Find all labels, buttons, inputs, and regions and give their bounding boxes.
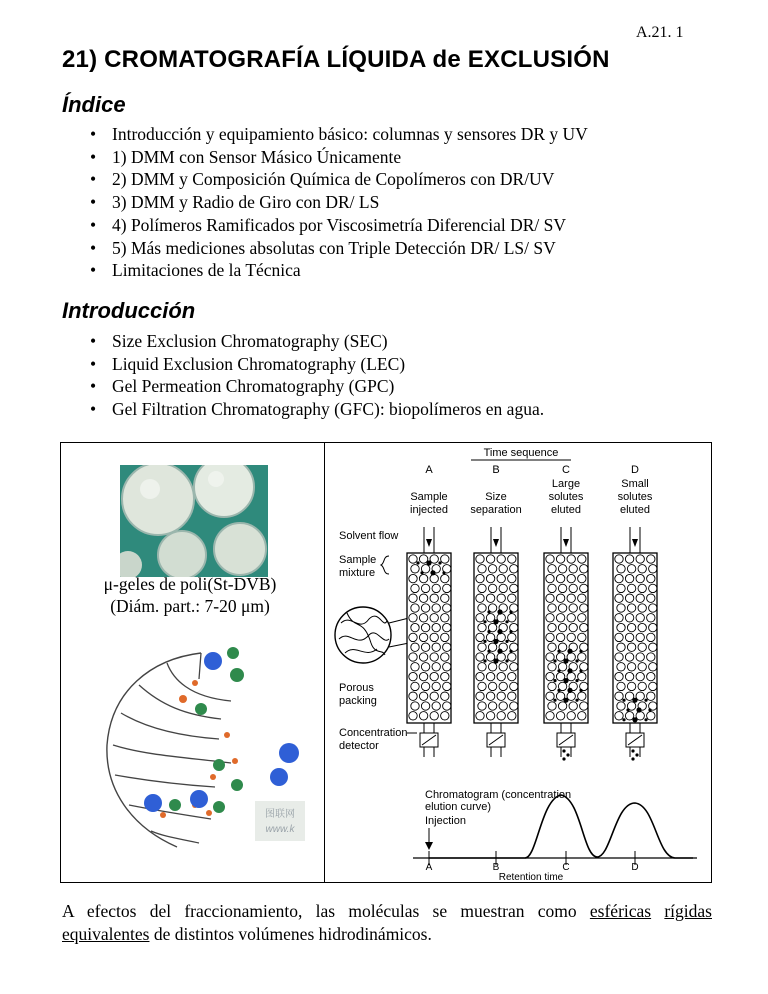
watermark-text: 图联网 <box>265 809 295 820</box>
large-solute <box>204 652 222 670</box>
caption-line: μ-geles de poli(St-DVB) <box>103 574 277 594</box>
small-solute <box>232 758 238 764</box>
column-letter: A <box>425 464 433 476</box>
watermark-text: www.k <box>265 824 295 835</box>
medium-solute <box>227 647 239 659</box>
eluted-solute <box>562 749 565 752</box>
solute-dot <box>575 659 578 662</box>
small-solute <box>210 774 216 780</box>
solute-dot <box>557 669 560 672</box>
column-letter: C <box>562 464 570 476</box>
solute-dot <box>557 650 560 653</box>
solute-dot <box>483 659 486 662</box>
column-label: Small <box>621 478 649 490</box>
large-solute <box>270 768 288 786</box>
small-solute <box>224 732 230 738</box>
flow-arrow <box>563 539 569 547</box>
sample-mixture-label: Sample <box>339 554 377 566</box>
caption-line: (Diám. part.: 7-20 μm) <box>110 596 270 616</box>
solute-dot <box>505 640 508 643</box>
solute-dot <box>438 561 441 564</box>
paragraph-text: A efectos del fraccionamiento, las moléculas se muestran como <box>62 901 590 921</box>
flow-arrow <box>493 539 499 547</box>
solute-dot <box>579 689 582 692</box>
page-title: 21) CROMATOGRAFÍA LÍQUIDA de EXCLUSIÓN <box>62 46 610 73</box>
medium-solute <box>213 759 225 771</box>
index-heading: Índice <box>62 92 126 117</box>
solute-dot <box>579 669 582 672</box>
chromatogram-label: elution curve) <box>425 801 492 813</box>
solute-dot <box>648 708 651 711</box>
large-solute <box>144 794 162 812</box>
column-header-b <box>470 464 521 516</box>
solute-dot <box>487 630 490 633</box>
axis-tick-label: A <box>425 862 433 873</box>
axis-tick-label: D <box>631 862 639 873</box>
eluted-solute <box>566 753 569 756</box>
solute-dot <box>553 659 556 662</box>
medium-solute <box>195 703 207 715</box>
solute-dot <box>644 718 647 721</box>
index-item: • 1) DMM con Sensor Másico Únicamente <box>90 146 588 169</box>
flow-arrow <box>632 539 638 547</box>
column-label: eluted <box>620 504 650 516</box>
index-item: • 5) Más mediciones absolutas con Triple Detección DR/ LS/ SV <box>90 237 588 260</box>
body-paragraph <box>62 900 712 945</box>
solute-dot <box>420 571 423 574</box>
solute-dot <box>509 650 512 653</box>
porous-packing-label: Porous <box>339 682 374 694</box>
large-solute <box>190 790 208 808</box>
solute-dot <box>622 699 625 702</box>
solute-dot <box>632 717 637 722</box>
column-label: separation <box>470 504 522 516</box>
medium-solute <box>169 799 181 811</box>
column-letter: D <box>631 464 639 476</box>
flow-arrow <box>426 539 432 547</box>
column-body <box>407 553 451 723</box>
small-solute <box>192 680 198 686</box>
solute-dot <box>505 659 508 662</box>
bead-highlight <box>140 479 160 499</box>
solute-dot <box>579 650 582 653</box>
axis-tick-label: B <box>492 862 500 873</box>
solute-dot <box>575 699 578 702</box>
underlined-term: rígidas <box>664 901 712 921</box>
column-label: Sample <box>410 491 448 503</box>
underlined-term: equivalentes <box>62 923 150 944</box>
solute-dot <box>487 610 490 613</box>
column-header-a <box>410 464 448 516</box>
gel-bead <box>158 531 206 577</box>
index-list <box>90 123 588 282</box>
sec-time-sequence-diagram <box>325 443 711 882</box>
sample-mixture-label: mixture <box>339 567 376 579</box>
eluted-solute <box>635 753 638 756</box>
solute-dot <box>483 640 486 643</box>
column-label: Size <box>485 491 507 503</box>
column-a <box>407 527 451 757</box>
porous-packing-label: packing <box>339 695 377 707</box>
particle-outline <box>107 653 201 847</box>
solute-dot <box>575 679 578 682</box>
small-solute <box>179 695 187 703</box>
column-label: injected <box>410 504 448 516</box>
solute-dot <box>509 630 512 633</box>
solvent-flow-label: Solvent flow <box>339 530 399 542</box>
column-b <box>474 527 518 757</box>
column-d <box>613 527 657 761</box>
retention-time-label: Retention time <box>498 872 564 882</box>
intro-item: • Gel Filtration Chromatography (GFC): biopolímeros en agua. <box>90 398 544 421</box>
intro-item: • Gel Permeation Chromatography (GPC) <box>90 375 544 398</box>
chromatogram-label: Chromatogram (concentration <box>425 789 572 801</box>
index-item: • Limitaciones de la Técnica <box>90 259 588 282</box>
gel-bead <box>122 465 194 535</box>
large-solute <box>279 743 299 763</box>
watermark-box <box>255 801 305 841</box>
eluted-solute <box>562 757 565 760</box>
solute-dot <box>416 561 419 564</box>
column-label: eluted <box>551 504 581 516</box>
column-body <box>613 553 657 723</box>
column-header-c <box>549 464 584 516</box>
column-label: solutes <box>617 491 653 503</box>
solute-dot <box>509 610 512 613</box>
column-body <box>474 553 518 723</box>
injection-arrowhead <box>425 842 433 850</box>
bead-highlight <box>208 471 224 487</box>
solute-dot <box>622 718 625 721</box>
time-sequence-label: Time sequence <box>483 447 559 459</box>
porous-packing-magnifier <box>335 607 391 663</box>
figure-box <box>60 442 712 883</box>
photo-caption <box>85 573 295 617</box>
solute-dot <box>644 699 647 702</box>
column-letter: B <box>492 464 500 476</box>
solute-dot <box>487 650 490 653</box>
intro-list <box>90 330 544 421</box>
gel-bead <box>194 465 254 517</box>
medium-solute <box>213 801 225 813</box>
column-label: solutes <box>548 491 584 503</box>
index-item: • 4) Polímeros Ramificados por Viscosimetría Diferencial DR/ SV <box>90 214 588 237</box>
intro-item: • Liquid Exclusion Chromatography (LEC) <box>90 353 544 376</box>
gel-bead <box>214 523 266 575</box>
solute-dot <box>557 689 560 692</box>
solute-dot <box>505 620 508 623</box>
injection-label: Injection <box>425 815 466 827</box>
paragraph-text: de distintos volúmenes hidrodinámicos. <box>149 923 432 944</box>
intro-heading: Introducción <box>62 298 196 323</box>
solute-dot <box>483 620 486 623</box>
index-item: • Introducción y equipamiento básico: columnas y sensores DR y UV <box>90 123 588 146</box>
eluted-solute <box>631 749 634 752</box>
eluted-solute <box>631 757 634 760</box>
detector-label: Concentration <box>339 727 408 739</box>
intro-item: • Size Exclusion Chromatography (SEC) <box>90 330 544 353</box>
index-item: • 2) DMM y Composición Química de Copolímeros con DR/UV <box>90 168 588 191</box>
index-item: • 3) DMM y Radio de Giro con DR/ LS <box>90 191 588 214</box>
solute-dot <box>626 708 629 711</box>
column-header-d <box>618 464 653 516</box>
microgel-photo <box>120 465 268 577</box>
porous-particle-diagram <box>81 639 311 861</box>
solute-dot <box>442 571 445 574</box>
page-number: A.21. 1 <box>636 24 684 41</box>
solute-dot <box>553 679 556 682</box>
small-solute <box>160 812 166 818</box>
underlined-term: esféricas <box>589 901 652 921</box>
column-c <box>544 527 588 761</box>
solute-dot <box>553 699 556 702</box>
paragraph-space <box>651 901 664 921</box>
column-label: Large <box>551 478 581 490</box>
column-body <box>544 553 588 723</box>
sample-brace <box>381 556 389 574</box>
medium-solute <box>231 779 243 791</box>
detector-label: detector <box>339 740 379 752</box>
small-solute <box>206 810 212 816</box>
axis-tick-label: C <box>562 862 570 873</box>
medium-solute <box>230 668 244 682</box>
